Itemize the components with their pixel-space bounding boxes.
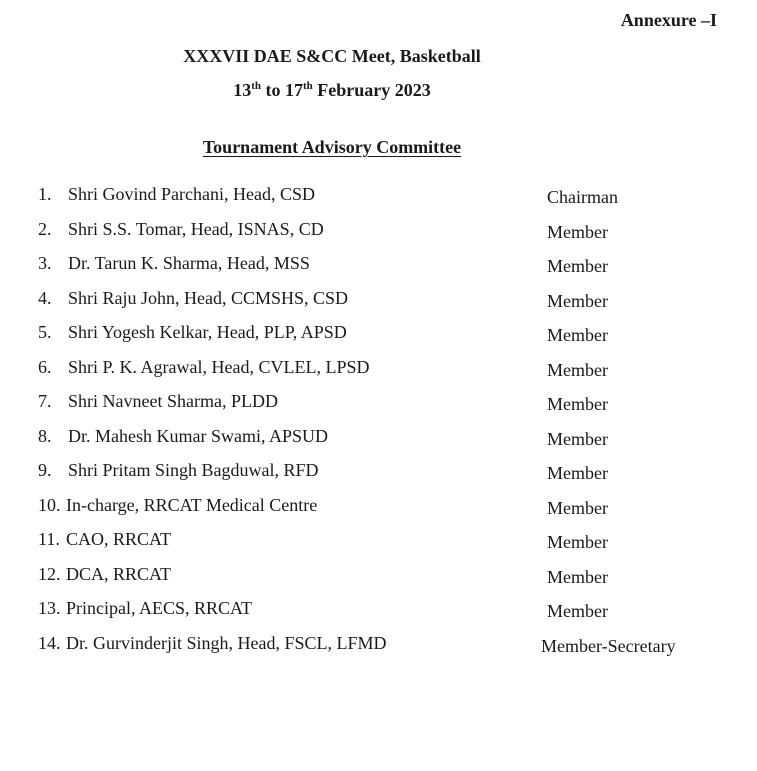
member-row	[0, 391, 757, 426]
date-connector: to	[261, 80, 285, 100]
member-number: 13.	[38, 598, 61, 618]
member-name: Shri Navneet Sharma, PLDD	[68, 391, 278, 411]
member-row	[0, 288, 757, 323]
member-name: Dr. Mahesh Kumar Swami, APSUD	[68, 425, 328, 446]
member-number: 5.	[38, 322, 52, 342]
member-name: Shri Raju John, Head, CCMSHS, CSD	[68, 287, 349, 308]
member-number: 1.	[38, 184, 52, 204]
member-number: 7.	[38, 391, 52, 411]
member-role: Member	[547, 601, 608, 621]
committee-heading: Tournament Advisory Committee	[202, 137, 462, 157]
member-name: DCA, RRCAT	[66, 563, 172, 584]
member-role: Member	[547, 359, 608, 380]
member-row	[0, 460, 757, 495]
annexure-label: Annexure –I	[620, 10, 717, 30]
member-name: Shri S.S. Tomar, Head, ISNAS, CD	[68, 218, 324, 239]
member-number: 10.	[38, 494, 61, 515]
member-role: Member	[547, 428, 608, 449]
member-name: Shri Govind Parchani, Head, CSD	[68, 184, 315, 204]
start-day-suffix: th	[251, 80, 261, 92]
member-name: Principal, AECS, RRCAT	[66, 598, 253, 618]
member-name: Shri P. K. Agrawal, Head, CVLEL, LPSD	[68, 356, 370, 377]
member-number: 2.	[38, 218, 52, 239]
member-row	[0, 495, 757, 530]
month-year: February 2023	[312, 80, 431, 100]
document-title: XXXVII DAE S&CC Meet, Basketball	[183, 46, 481, 66]
member-row	[0, 357, 757, 392]
member-name: Dr. Gurvinderjit Singh, Head, FSCL, LFMD	[66, 632, 387, 653]
member-number: 9.	[38, 460, 52, 480]
committee-member-list	[0, 184, 757, 667]
member-role: Member	[547, 497, 608, 518]
member-row	[0, 529, 757, 564]
member-role: Chairman	[547, 187, 618, 207]
member-role: Member	[547, 256, 608, 276]
member-name: CAO, RRCAT	[66, 529, 172, 549]
member-number: 6.	[38, 356, 52, 377]
member-row	[0, 253, 757, 288]
member-number: 12.	[38, 563, 61, 584]
member-number: 3.	[38, 253, 52, 273]
end-day: 17	[285, 80, 303, 100]
member-name: Shri Yogesh Kelkar, Head, PLP, APSD	[68, 322, 347, 342]
member-number: 14.	[38, 632, 61, 653]
member-role: Member	[547, 463, 608, 483]
member-name: Dr. Tarun K. Sharma, Head, MSS	[68, 253, 310, 273]
member-number: 4.	[38, 287, 52, 308]
member-role: Member	[547, 566, 608, 587]
member-role: Member	[547, 394, 608, 414]
member-row	[0, 184, 757, 219]
member-role: Member	[547, 532, 608, 552]
member-role: Member	[547, 290, 608, 311]
member-number: 8.	[38, 425, 52, 446]
end-day-suffix: th	[303, 80, 313, 92]
member-number: 11.	[38, 529, 60, 549]
event-dates	[0, 80, 664, 101]
member-row	[0, 598, 757, 633]
member-row	[0, 426, 757, 461]
member-role: Member	[547, 221, 608, 242]
member-row	[0, 219, 757, 254]
member-role: Member	[547, 325, 608, 345]
member-role: Member-Secretary	[541, 635, 676, 656]
member-name: Shri Pritam Singh Bagduwal, RFD	[68, 460, 319, 480]
start-day: 13	[233, 80, 252, 100]
member-row	[0, 564, 757, 599]
member-row	[0, 633, 757, 668]
member-name: In-charge, RRCAT Medical Centre	[66, 494, 318, 515]
member-row	[0, 322, 757, 357]
